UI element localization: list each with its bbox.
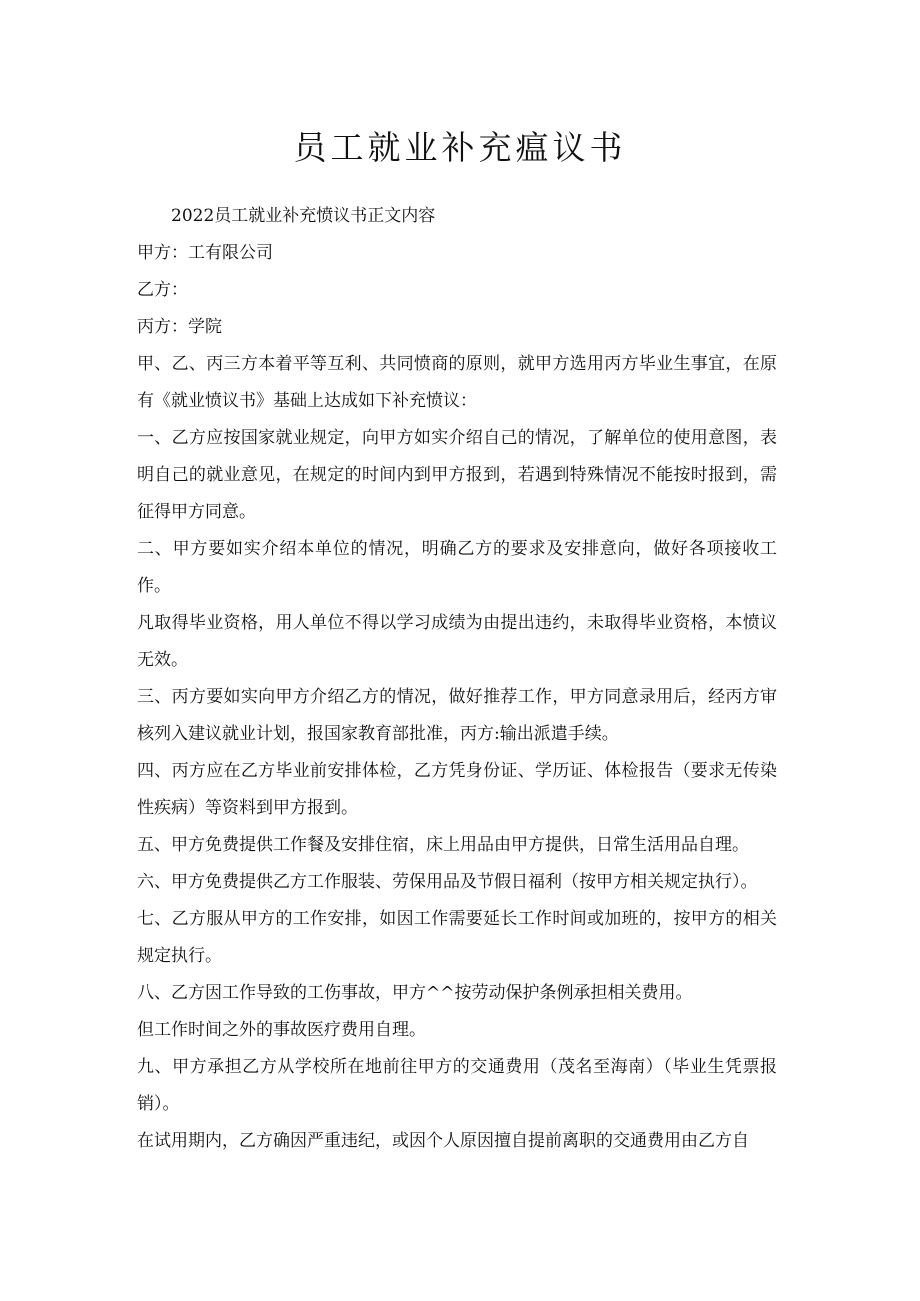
party-a-line: 甲方：工有限公司 (137, 243, 273, 263)
clause-9-note: 在试用期内，乙方确因严重违纪，或因个人原因擅自提前离职的交通费用由乙方自 (137, 1131, 749, 1151)
clause-7: 七、乙方服从甲方的工作安排，如因工作需要延长工作时间或加班的，按甲方的相关规定执行。 (137, 909, 777, 966)
document-body (137, 198, 777, 1160)
clause-9: 九、甲方承担乙方从学校所在地前往甲方的交通费用（茂名至海南）（毕业生凭票报销）。 (137, 1057, 777, 1114)
clause-8: 八、乙方因工作导致的工伤事故，甲方^^按劳动保护条例承担相关费用。 (137, 983, 693, 1003)
party-b-line: 乙方： (137, 280, 188, 300)
clause-8-note: 但工作时间之外的事故医疗费用自理。 (137, 1020, 426, 1040)
preamble-paragraph: 甲、乙、丙三方本着平等互利、共同愤商的原则，就甲方选用丙方毕业生事宜，在原有《就业愤议书》基础上达成如下补充愤议： (137, 354, 777, 411)
clause-4: 四、丙方应在乙方毕业前安排体检，乙方凭身份证、学历证、体检报告（要求无传染性疾病）等资料到甲方报到。 (137, 761, 777, 818)
clause-2: 二、甲方要如实介绍本单位的情况，明确乙方的要求及安排意向，做好各项接收工作。 (137, 539, 777, 596)
clause-5: 五、甲方免费提供工作餐及安排住宿，床上用品由甲方提供，日常生活用品自理。 (137, 835, 749, 855)
party-c-line: 丙方：学院 (137, 317, 222, 337)
document-subtitle: 2022员工就业补充愤议书正文内容 (171, 206, 436, 226)
clause-6: 六、甲方免费提供乙方工作服装、劳保用品及节假日福利（按甲方相关规定执行）。 (137, 872, 758, 892)
clause-1: 一、乙方应按国家就业规定，向甲方如实介绍自己的情况，了解单位的使用意图，表明自己的就业意见，在规定的时间内到甲方报到，若遇到特殊情况不能按时报到，需征得甲方同意。 (137, 428, 777, 522)
clause-3: 三、丙方要如实向甲方介绍乙方的情况，做好推荐工作，甲方同意录用后，经丙方审核列入建议就业计划，报国家教育部批准，丙方:输出派遣手续。 (137, 687, 777, 744)
clause-2-note: 凡取得毕业资格，用人单位不得以学习成绩为由提出违约，未取得毕业资格，本愤议无效。 (137, 613, 777, 670)
document-title: 员工就业补充瘟议书 (293, 128, 627, 167)
